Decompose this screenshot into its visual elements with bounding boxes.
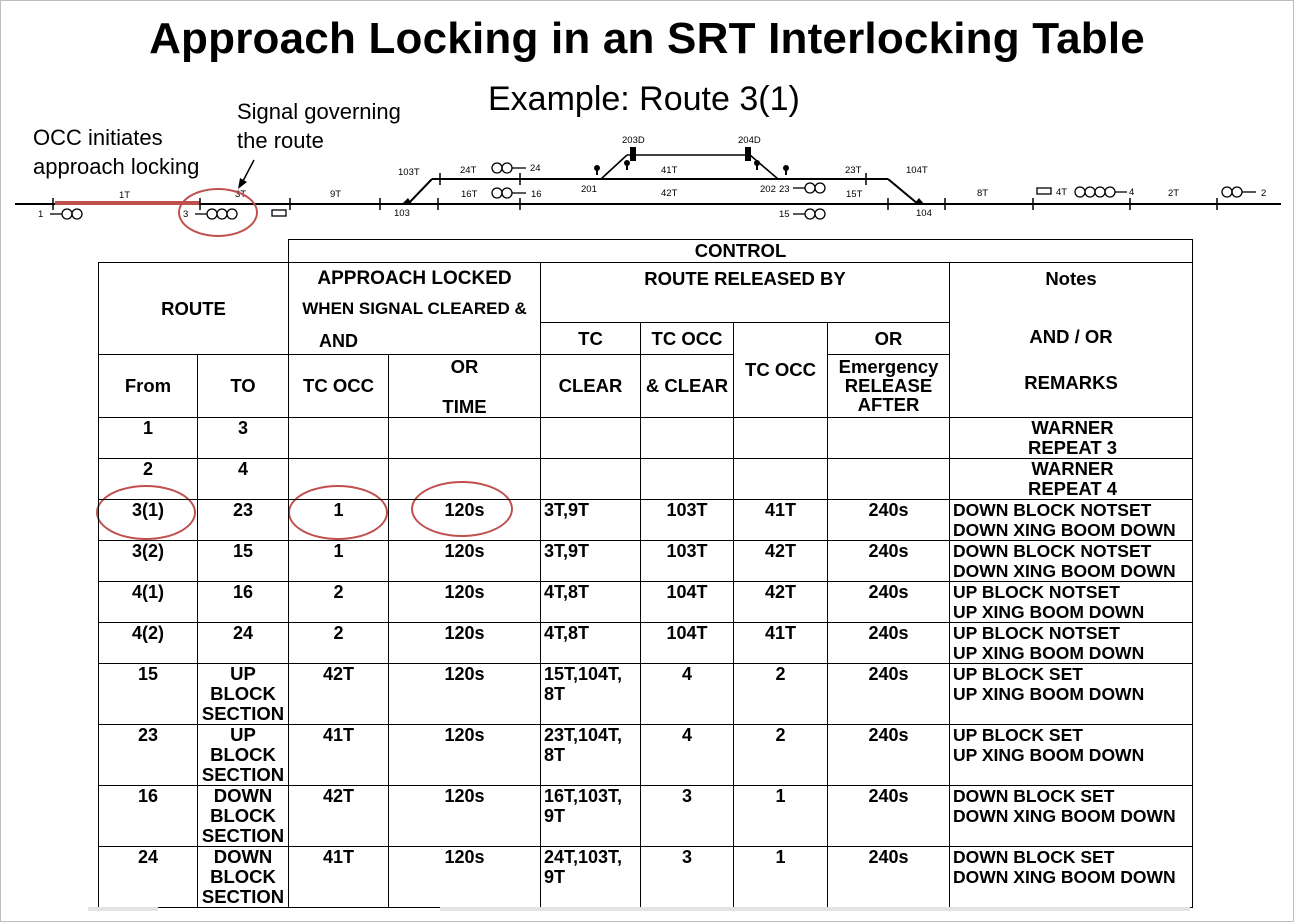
table-body	[99, 418, 1193, 908]
route-from-cell-value: 3(2)	[131, 541, 164, 561]
remarks-cell-line: UP BLOCK SET	[953, 725, 1083, 745]
route-from-cell	[99, 664, 198, 725]
release-tc-clear-cell	[541, 725, 641, 786]
release-occ-clear-cell	[641, 541, 734, 582]
approach-tc-occ-cell	[289, 664, 389, 725]
release-occ-clear-cell	[641, 847, 734, 908]
emergency-release-cell-value: 240s	[868, 500, 909, 520]
emergency-release-cell-value: 240s	[868, 786, 909, 806]
emergency-release-cell-value: 240s	[868, 623, 909, 643]
from-header: From	[99, 355, 198, 418]
route-from-cell	[99, 847, 198, 908]
release-occ-clear-cell	[641, 459, 734, 500]
remarks-cell	[950, 459, 1193, 500]
approach-time-cell	[389, 623, 541, 664]
release-occ-clear-cell-value: 3	[681, 786, 692, 806]
label-41T: 41T	[661, 165, 678, 176]
emergency-release-cell-value: 240s	[868, 664, 909, 684]
route-from-cell-value: 15	[137, 664, 159, 684]
tc-occ-release-header: TC OCC	[734, 323, 828, 418]
emergency-release-cell-value: 240s	[868, 582, 909, 602]
route-to-cell-value: 4	[237, 459, 248, 479]
table-row	[99, 459, 1193, 500]
emergency-release-cell	[828, 459, 950, 500]
approach-time-cell	[389, 541, 541, 582]
emergency-release-cell	[828, 500, 950, 541]
approach-tc-occ-cell-value: 41T	[322, 847, 355, 867]
route-from-cell-value: 24	[137, 847, 159, 867]
annotation-arrow	[243, 160, 254, 181]
route-from-cell-value: 23	[137, 725, 159, 745]
route-to-cell-value: 3	[237, 418, 248, 438]
release-occ-clear-cell-value: 104T	[666, 582, 708, 602]
label-204D: 204D	[738, 135, 761, 146]
release-tc-occ-cell	[734, 459, 828, 500]
tc-occ-header: TC OCC	[289, 355, 389, 418]
remarks-cell-line: DOWN XING BOOM DOWN	[953, 806, 1176, 826]
release-tc-occ-cell	[734, 623, 828, 664]
release-tc-clear-cell-value: 4T,8T	[544, 582, 590, 602]
label-4T: 4T	[1056, 187, 1068, 198]
stop-block-203D-icon	[630, 147, 636, 161]
route-released-header: ROUTE RELEASED BY	[541, 263, 950, 323]
label-signal-16: 16	[531, 189, 542, 200]
emergency-release-cell	[828, 664, 950, 725]
approach-time-cell-value: 120s	[444, 786, 485, 806]
emergency-release-cell	[828, 418, 950, 459]
route-from-cell-value: 3(1)	[131, 500, 164, 520]
release-tc-clear-cell-line: 8T	[544, 745, 566, 765]
or-time-header	[389, 355, 541, 418]
signal-3-highlight	[178, 188, 258, 237]
emergency-release-header	[828, 355, 950, 418]
crossover-104	[888, 179, 918, 204]
route-to-cell-value: 16	[232, 582, 254, 602]
release-tc-clear-cell-value: 4T,8T	[544, 623, 590, 643]
table-row	[99, 664, 1193, 725]
route-to-cell-line: DOWN	[213, 846, 273, 867]
release-tc-clear-cell-line: 8T	[544, 684, 566, 704]
release-occ-clear-cell	[641, 725, 734, 786]
remarks-cell	[950, 664, 1193, 725]
approach-time-cell-value: 120s	[444, 623, 485, 643]
table-row	[99, 786, 1193, 847]
release-occ-clear-cell	[641, 418, 734, 459]
label-signal-15: 15	[779, 209, 790, 220]
release-tc-clear-cell-line: 9T	[544, 806, 566, 826]
remarks-cell-line: DOWN XING BOOM DOWN	[953, 520, 1176, 540]
release-occ-clear-cell-value: 3	[681, 847, 692, 867]
route-from-cell-value: 4(2)	[131, 623, 164, 643]
notes-header	[950, 263, 1193, 418]
release-tc-occ-cell	[734, 582, 828, 623]
release-tc-occ-cell	[734, 725, 828, 786]
label-8T: 8T	[977, 188, 989, 199]
remarks-cell-line: DOWN BLOCK NOTSET	[953, 541, 1152, 561]
route-to-cell-line: DOWN	[213, 785, 273, 806]
control-header: CONTROL	[289, 240, 1193, 263]
remarks-cell	[950, 582, 1193, 623]
release-occ-clear-cell	[641, 623, 734, 664]
release-tc-occ-cell	[734, 541, 828, 582]
route-to-cell	[198, 500, 289, 541]
approach-time-cell-value: 120s	[444, 725, 485, 745]
approach-tc-occ-cell	[289, 418, 389, 459]
route-to-cell-line: SECTION	[201, 825, 285, 846]
and-clear-header: & CLEAR	[641, 355, 734, 418]
label-202: 202	[760, 184, 776, 195]
slide-subtitle: Example: Route 3(1)	[488, 80, 800, 118]
after-label: AFTER	[857, 394, 920, 415]
label-points-104: 104	[916, 208, 932, 219]
approach-time-cell-value: 120s	[444, 541, 485, 561]
table-row	[99, 623, 1193, 664]
table-row	[99, 725, 1193, 786]
release-tc-occ-cell-value: 41T	[764, 623, 797, 643]
release-tc-occ-cell	[734, 418, 828, 459]
route-to-cell	[198, 623, 289, 664]
release-occ-clear-cell-value: 103T	[666, 500, 708, 520]
release-tc-clear-cell-line: 24T,103T,	[544, 847, 623, 867]
release-tc-clear-cell	[541, 847, 641, 908]
route-to-cell-value: 24	[232, 623, 254, 643]
remarks-cell-line: UP XING BOOM DOWN	[953, 602, 1145, 622]
remarks-cell-line: UP XING BOOM DOWN	[953, 643, 1145, 663]
emergency-release-cell	[828, 847, 950, 908]
bottom-bar-left	[88, 907, 158, 911]
route-to-cell-value: 15	[232, 541, 254, 561]
remarks-cell-line: DOWN BLOCK SET	[953, 786, 1115, 806]
tc-header: TC	[541, 323, 641, 355]
approach-tc-occ-cell-value: 41T	[322, 725, 355, 745]
approach-tc-occ-cell-value: 2	[333, 623, 344, 643]
route-to-cell	[198, 725, 289, 786]
release-tc-occ-cell-value: 1	[775, 847, 786, 867]
release-tc-occ-cell-value: 41T	[764, 500, 797, 520]
route-to-cell-line: SECTION	[201, 703, 285, 724]
release-tc-occ-cell-value: 42T	[764, 582, 797, 602]
route-to-cell	[198, 582, 289, 623]
approach-time-cell	[389, 459, 541, 500]
release-tc-occ-cell	[734, 664, 828, 725]
route-to-cell	[198, 847, 289, 908]
route-from-cell	[99, 623, 198, 664]
remarks-cell	[950, 623, 1193, 664]
route-to-cell-line: UP	[230, 663, 256, 684]
table-row	[99, 500, 1193, 541]
route-from-cell-value: 4(1)	[131, 582, 164, 602]
approach-line1: APPROACH LOCKED	[317, 268, 512, 289]
release-tc-occ-cell-value: 1	[775, 786, 786, 806]
emergency-release-cell	[828, 725, 950, 786]
remarks-cell	[950, 725, 1193, 786]
route-to-cell-line: SECTION	[201, 886, 285, 907]
table-row	[99, 541, 1193, 582]
remarks-cell-line: WARNER	[1031, 417, 1114, 438]
release-tc-clear-cell	[541, 786, 641, 847]
remarks-cell-line: DOWN XING BOOM DOWN	[953, 561, 1176, 581]
remarks-label: REMARKS	[1024, 372, 1118, 393]
route-from-cell	[99, 418, 198, 459]
label-42T: 42T	[661, 188, 678, 199]
release-tc-clear-cell-line: 23T,104T,	[544, 725, 623, 745]
approach-tc-occ-cell-value: 1	[333, 500, 344, 520]
release-tc-clear-cell	[541, 623, 641, 664]
approach-time-cell-value: 120s	[444, 582, 485, 602]
approach-time-cell	[389, 500, 541, 541]
remarks-cell-line: UP XING BOOM DOWN	[953, 684, 1145, 704]
label-203D: 203D	[622, 135, 645, 146]
siding-204D	[750, 155, 778, 179]
remarks-cell-line: DOWN BLOCK NOTSET	[953, 500, 1152, 520]
remarks-cell-line: DOWN XING BOOM DOWN	[953, 867, 1176, 887]
approach-tc-occ-cell	[289, 582, 389, 623]
release-tc-occ-cell-value: 42T	[764, 541, 797, 561]
remarks-cell	[950, 500, 1193, 541]
route-to-cell-line: BLOCK	[210, 744, 276, 765]
emergency-release-cell	[828, 582, 950, 623]
route-from-cell	[99, 725, 198, 786]
approach-tc-occ-cell	[289, 786, 389, 847]
route-from-cell	[99, 786, 198, 847]
approach-time-cell-value: 120s	[444, 500, 485, 520]
label-9T: 9T	[330, 189, 342, 200]
approach-tc-occ-cell-value: 42T	[322, 786, 355, 806]
stop-block-204D-icon	[745, 147, 751, 161]
emergency-release-cell-value: 240s	[868, 725, 909, 745]
route-from-cell	[99, 582, 198, 623]
route-to-cell	[198, 664, 289, 725]
remarks-cell	[950, 418, 1193, 459]
remarks-cell-line: REPEAT 3	[1027, 437, 1118, 458]
route-to-cell-line: BLOCK	[210, 683, 276, 704]
blank-header-cell	[99, 240, 289, 263]
to-header: TO	[198, 355, 289, 418]
release-tc-occ-cell-value: 2	[775, 664, 786, 684]
or-top-header: OR	[828, 323, 950, 355]
approach-tc-occ-cell	[289, 847, 389, 908]
release-tc-occ-cell-value: 2	[775, 725, 786, 745]
label-signal-1: 1	[38, 209, 44, 220]
release-tc-clear-cell-value: 3T,9T	[544, 541, 590, 561]
approach-tc-occ-cell	[289, 500, 389, 541]
occ-annotation-line2: approach locking	[33, 154, 200, 179]
emergency-release-cell	[828, 541, 950, 582]
release-occ-clear-cell	[641, 664, 734, 725]
route-to-cell-value: 23	[232, 500, 254, 520]
or-label: OR	[450, 356, 479, 377]
release-occ-clear-cell-value: 103T	[666, 541, 708, 561]
route-from-cell-value: 2	[142, 459, 153, 479]
release-tc-clear-cell-line: 16T,103T,	[544, 786, 623, 806]
notes-label: Notes	[1045, 268, 1097, 289]
release-tc-clear-cell	[541, 582, 641, 623]
emergency-release-cell-value: 240s	[868, 847, 909, 867]
label-103T: 103T	[398, 167, 420, 178]
release-tc-clear-cell-value: 3T,9T	[544, 500, 590, 520]
release-tc-clear-cell	[541, 664, 641, 725]
approach-tc-occ-cell	[289, 725, 389, 786]
approach-time-cell	[389, 418, 541, 459]
label-104T: 104T	[906, 165, 928, 176]
signal-annotation-line2: the route	[237, 128, 324, 153]
label-signal-2: 2	[1261, 188, 1267, 199]
label-2T: 2T	[1168, 188, 1180, 199]
remarks-cell	[950, 847, 1193, 908]
release-tc-occ-cell	[734, 786, 828, 847]
release-occ-clear-cell-value: 4	[681, 725, 692, 745]
time-label: TIME	[442, 396, 487, 417]
route-from-cell	[99, 500, 198, 541]
remarks-cell-line: UP XING BOOM DOWN	[953, 745, 1145, 765]
release-label: RELEASE	[844, 375, 933, 396]
interlocking-table	[98, 239, 1193, 908]
occ-annotation-line1: OCC initiates	[33, 125, 163, 150]
annotation-arrowhead-icon	[238, 178, 247, 189]
remarks-cell-line: REPEAT 4	[1027, 478, 1118, 499]
clear-header: CLEAR	[541, 355, 641, 418]
route-to-cell	[198, 786, 289, 847]
release-occ-clear-cell	[641, 582, 734, 623]
approach-tc-occ-cell-value: 1	[333, 541, 344, 561]
approach-tc-occ-cell-value: 2	[333, 582, 344, 602]
approach-tc-occ-cell	[289, 541, 389, 582]
ground-signals	[594, 160, 789, 175]
approach-time-cell	[389, 725, 541, 786]
route-to-cell	[198, 418, 289, 459]
label-3T: 3T	[235, 189, 247, 200]
approach-time-cell-value: 120s	[444, 847, 485, 867]
route-to-cell-line: UP	[230, 724, 256, 745]
release-occ-clear-cell-value: 104T	[666, 623, 708, 643]
approach-time-cell	[389, 847, 541, 908]
label-signal-3: 3	[183, 209, 189, 220]
table-row	[99, 847, 1193, 908]
release-tc-clear-cell-line: 9T	[544, 867, 566, 887]
label-201: 201	[581, 184, 597, 195]
release-tc-clear-cell	[541, 459, 641, 500]
remarks-cell-line: UP BLOCK SET	[953, 664, 1083, 684]
route-from-cell	[99, 541, 198, 582]
release-tc-clear-cell	[541, 418, 641, 459]
route-to-cell	[198, 459, 289, 500]
approach-line2: WHEN SIGNAL CLEARED &	[302, 299, 527, 318]
remarks-cell	[950, 786, 1193, 847]
label-points-103: 103	[394, 208, 410, 219]
table-row	[99, 418, 1193, 459]
slide-title: Approach Locking in an SRT Interlocking Table	[149, 14, 1145, 63]
label-signal-24: 24	[530, 163, 541, 174]
crossover-103	[408, 179, 432, 204]
tc-occ-top-header: TC OCC	[641, 323, 734, 355]
approach-time-cell	[389, 582, 541, 623]
remarks-cell-line: DOWN BLOCK SET	[953, 847, 1115, 867]
approach-locked-header	[289, 263, 541, 355]
approach-tc-occ-cell	[289, 459, 389, 500]
release-tc-occ-cell	[734, 500, 828, 541]
label-1T: 1T	[119, 190, 131, 201]
route-to-cell-line: BLOCK	[210, 805, 276, 826]
emergency-label: Emergency	[838, 356, 939, 377]
release-tc-clear-cell	[541, 500, 641, 541]
remarks-cell-line: WARNER	[1031, 458, 1114, 479]
approach-tc-occ-cell-value: 42T	[322, 664, 355, 684]
approach-time-cell-value: 120s	[444, 664, 485, 684]
route-to-cell-line: SECTION	[201, 764, 285, 785]
release-occ-clear-cell	[641, 786, 734, 847]
route-from-cell-value: 16	[137, 786, 159, 806]
label-signal-4: 4	[1129, 187, 1135, 198]
remarks-cell	[950, 541, 1193, 582]
label-signal-23: 23	[779, 184, 790, 195]
release-occ-clear-cell	[641, 500, 734, 541]
release-tc-clear-cell-line: 15T,104T,	[544, 664, 623, 684]
route-header: ROUTE	[99, 263, 289, 355]
label-24T: 24T	[460, 165, 477, 176]
approach-line3: AND	[319, 331, 358, 351]
release-tc-occ-cell	[734, 847, 828, 908]
release-tc-clear-cell	[541, 541, 641, 582]
table-row	[99, 582, 1193, 623]
approach-time-cell	[389, 664, 541, 725]
emergency-release-cell-value: 240s	[868, 541, 909, 561]
approach-tc-occ-cell	[289, 623, 389, 664]
route-from-cell	[99, 459, 198, 500]
remarks-cell-line: UP BLOCK NOTSET	[953, 623, 1120, 643]
remarks-cell-line: UP BLOCK NOTSET	[953, 582, 1120, 602]
label-23T: 23T	[845, 165, 862, 176]
route-from-cell-value: 1	[142, 418, 153, 438]
route-to-cell	[198, 541, 289, 582]
label-15T: 15T	[846, 189, 863, 200]
release-occ-clear-cell-value: 4	[681, 664, 692, 684]
emergency-release-cell	[828, 623, 950, 664]
siding-203D	[601, 155, 627, 179]
and-or-label: AND / OR	[1029, 326, 1113, 347]
emergency-release-cell	[828, 786, 950, 847]
bottom-bar-right	[440, 907, 1190, 911]
signal-annotation-line1: Signal governing	[237, 99, 401, 124]
route-to-cell-line: BLOCK	[210, 866, 276, 887]
approach-time-cell	[389, 786, 541, 847]
label-16T: 16T	[461, 189, 478, 200]
